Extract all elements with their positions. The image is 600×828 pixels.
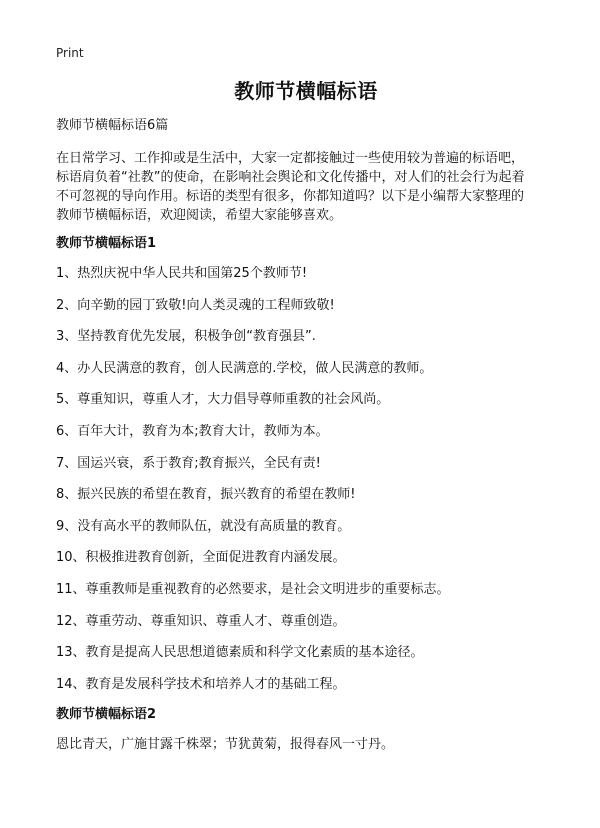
list-item: 6、百年大计，教育为本;教育大计，教师为本。: [56, 423, 329, 439]
list-item: 5、尊重知识，尊重人才，大力倡导尊师重教的社会风尚。: [56, 392, 390, 408]
list-item: 10、积极推进教育创新，全面促进教育内涵发展。: [56, 550, 346, 566]
list-item: 1、热烈庆祝中华人民共和国第25个教师节!: [56, 266, 308, 281]
list-item: 7、国运兴衰，系于教育;教育振兴，全民有责!: [56, 455, 321, 471]
intro-paragraph: 在日常学习、工作抑或是生活中，大家一定都接触过一些使用较为普遍的标语吧， 标语肩负着“社教”的使命，在影响社会舆论和文化传播中，对人们的社会行为起着 不可忽视的导向作用。标语的类型有很多，你都知道吗？以下是小编帮大家整理的 教师节横幅标语，欢迎阅读，希望大家能够喜欢。: [56, 151, 525, 223]
list-item: 8、振兴民族的希望在教育，振兴教育的希望在教师!: [56, 487, 356, 503]
list-item: 13、教育是提高人民思想道德素质和科学文化素质的基本途径。: [56, 645, 424, 661]
list-item: 9、没有高水平的教师队伍，就没有高质量的教育。: [56, 518, 351, 534]
list-item: 11、尊重教师是重视教育的必然要求，是社会文明进步的重要标志。: [56, 581, 450, 597]
section-heading-2: 教师节横幅标语2: [56, 707, 157, 722]
print-label[interactable]: Print: [56, 46, 84, 60]
list-item: 12、尊重劳动、尊重知识、尊重人才、尊重创造。: [56, 613, 346, 629]
list-item: 3、坚持教育优先发展，积极争创“教育强县”.: [56, 329, 316, 345]
page-title: 教师节横幅标语: [234, 79, 378, 103]
list-item: 4、办人民满意的教育，创人民满意的.学校，做人民满意的教师。: [56, 360, 433, 376]
slogan-list: [56, 258, 556, 700]
list-item: 14、教育是发展科学技术和培养人才的基础工程。: [56, 676, 346, 692]
document-subtitle: 教师节横幅标语6篇: [56, 118, 169, 133]
list-item: 2、向辛勤的园丁致敬!向人类灵魂的工程师致敬!: [56, 297, 335, 313]
document-page: [56, 0, 556, 828]
section-2-text: 恩比青天，广施甘露千株翠；节犹黄菊，报得春风一寸丹。: [56, 737, 395, 752]
section-heading-1: 教师节横幅标语1: [56, 236, 157, 251]
